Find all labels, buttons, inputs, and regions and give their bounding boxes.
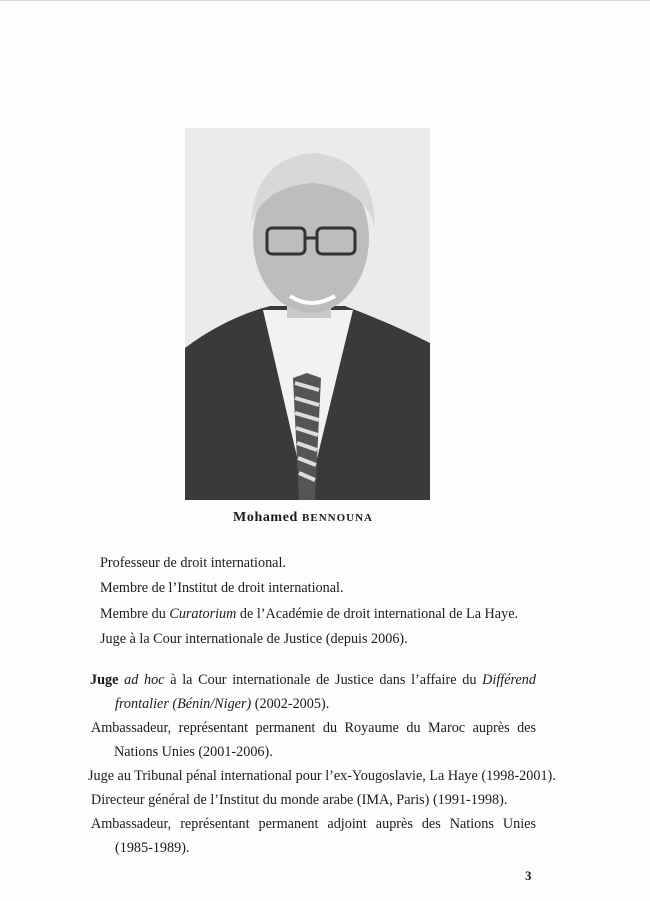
last-name: BENNOUNA [302, 512, 373, 524]
career-item: Directeur général de l’Institut du monde arabe (IMA, Paris) (1991-1998). [91, 792, 508, 808]
portrait-caption [0, 510, 606, 526]
first-name: Mohamed [233, 510, 298, 525]
career-item: Ambassadeur, représentant permanent adjoint auprès des Nations Unies [91, 816, 536, 832]
career-item: Ambassadeur, représentant permanent du Royaume du Maroc auprès des [91, 720, 536, 736]
page-number: 3 [525, 868, 532, 883]
career-item-cont: Nations Unies (2001-2006). [114, 744, 273, 760]
career-item-cont: (1985-1989). [115, 840, 190, 856]
title-line: Membre de l’Institut de droit international. [100, 580, 344, 596]
title-line: Professeur de droit international. [100, 555, 286, 571]
career-item: Juge ad hoc à la Cour internationale de Justice dans l’affaire du Différend [90, 672, 536, 688]
career-item: Juge au Tribunal pénal international pour l’ex-Yougoslavie, La Haye (1998-2001). [88, 768, 556, 784]
title-line: Juge à la Cour internationale de Justice (depuis 2006). [100, 631, 408, 647]
page-top-edge [0, 0, 650, 1]
title-line: Membre du Curatorium de l’Académie de droit international de La Haye. [100, 606, 519, 622]
career-item-cont: frontalier (Bénin/Niger) (2002-2005). [115, 696, 330, 712]
portrait-photo [185, 128, 430, 500]
